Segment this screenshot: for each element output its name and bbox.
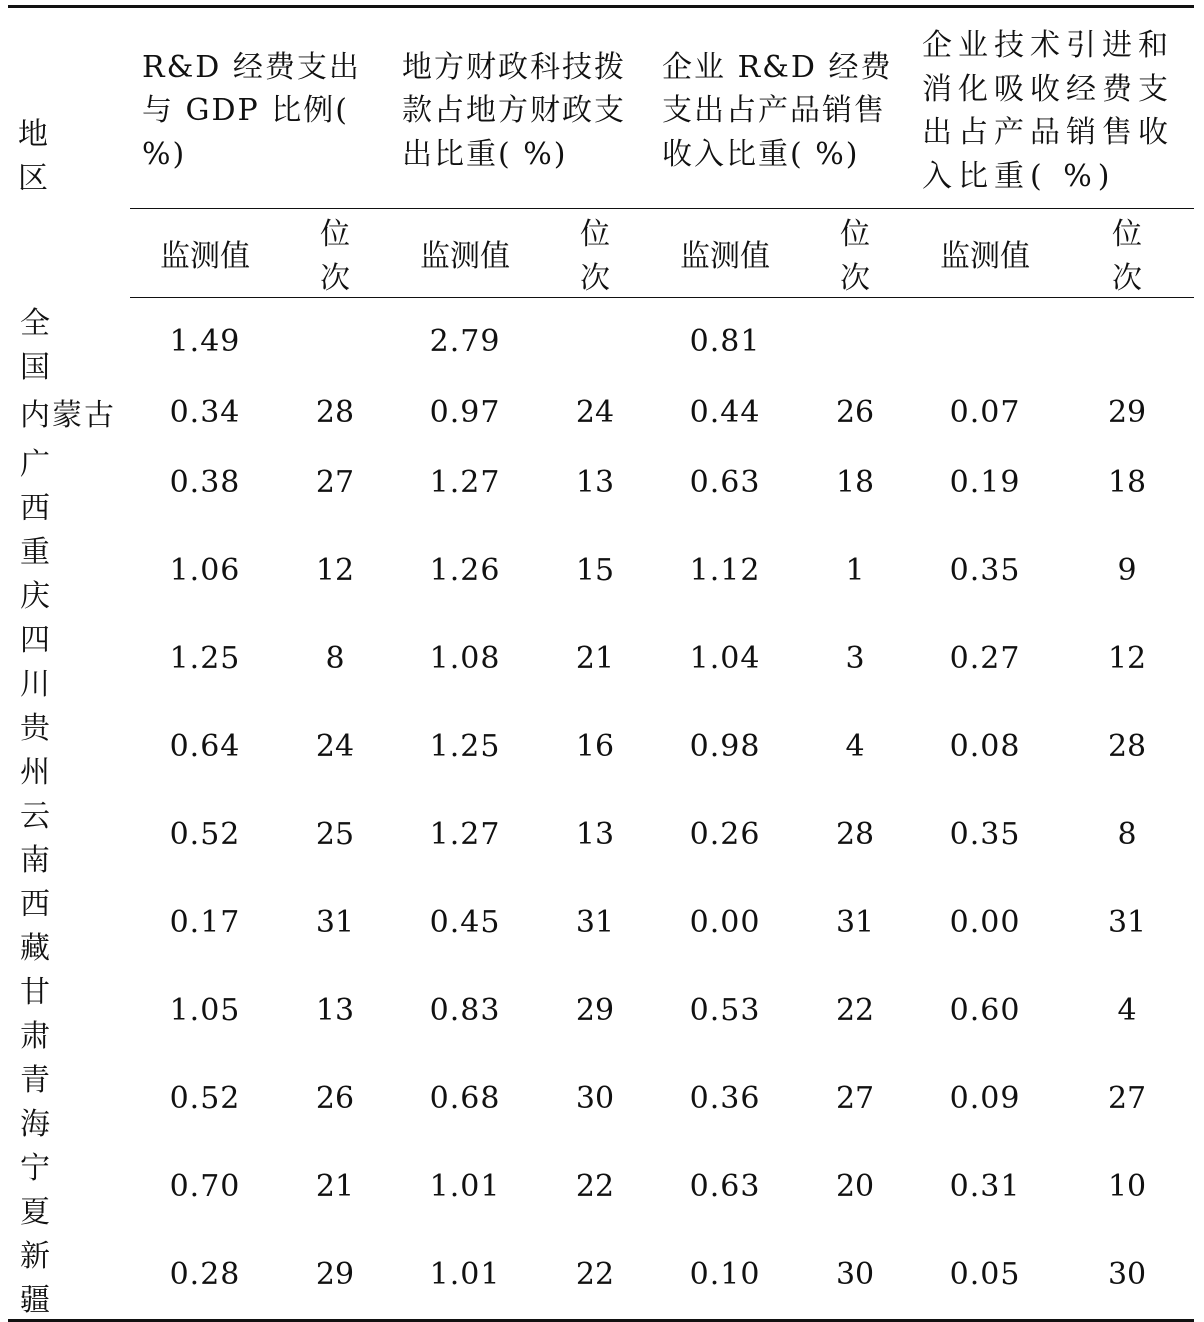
table-row <box>8 703 1194 791</box>
region-cell: 甘 肃 <box>20 974 90 1054</box>
rank-cell: 30 <box>800 1231 910 1321</box>
rank-cell: 24 <box>315 729 355 764</box>
rank-cell: 30 <box>575 1081 615 1116</box>
rank-cell: 27 <box>835 1081 875 1116</box>
value-cell: 0.35 <box>949 553 1021 588</box>
region-header: 地 区 <box>8 7 130 298</box>
rank-cell: 10 <box>1107 1169 1147 1204</box>
value-cell: 1.25 <box>429 729 501 764</box>
rank-cell: 3 <box>845 641 865 676</box>
region-cell: 四 川 <box>20 622 90 702</box>
value-cell: 0.63 <box>689 465 761 500</box>
rank-cell: 27 <box>315 465 355 500</box>
value-cell: 0.44 <box>689 394 761 430</box>
region-cell: 重 庆 <box>20 534 90 614</box>
group-header-fiscal-sci-tech-share: 地方财政科技拨款占地方财政支出比重( %) <box>390 7 650 209</box>
rank-cell: 18 <box>835 465 875 500</box>
value-cell: 0.34 <box>169 394 241 430</box>
value-cell: 0.98 <box>689 729 761 764</box>
value-cell: 0.97 <box>429 394 501 430</box>
rank-cell: 21 <box>575 641 615 676</box>
value-cell: 0.68 <box>429 1081 501 1116</box>
value-cell: 0.27 <box>949 641 1021 676</box>
rank-header: 位 次 <box>1060 209 1194 298</box>
value-cell: 1.06 <box>169 553 241 588</box>
group-header-rd-gdp-ratio: R&D 经费支出与 GDP 比例( %) <box>130 7 390 209</box>
rank-cell: 31 <box>1107 905 1147 940</box>
group-header-tech-import-share: 企业技术引进和消化吸收经费支出占产品销售收入比重( %) <box>910 7 1194 209</box>
value-cell: 1.01 <box>429 1169 501 1204</box>
table-row <box>8 967 1194 1055</box>
table-body <box>8 298 1194 1321</box>
value-cell: 0.35 <box>949 817 1021 852</box>
table-row <box>8 527 1194 615</box>
rank-cell: 8 <box>325 641 345 676</box>
rank-cell: 1 <box>845 553 865 588</box>
statistics-table-container <box>8 5 1194 1322</box>
rank-cell: 9 <box>1117 553 1137 588</box>
value-cell: 1.08 <box>429 641 501 676</box>
region-cell: 云 南 <box>20 798 90 878</box>
rank-cell: 31 <box>315 905 355 940</box>
group-header-row <box>8 7 1194 209</box>
rank-cell: 13 <box>575 817 615 852</box>
region-cell: 广 西 <box>20 446 90 526</box>
rank-cell: 24 <box>575 394 615 430</box>
rank-cell: 15 <box>575 553 615 588</box>
rank-cell: 31 <box>575 905 615 940</box>
rank-cell: 22 <box>835 993 875 1028</box>
value-cell: 0.19 <box>949 465 1021 500</box>
value-cell: 0.08 <box>949 729 1021 764</box>
rank-cell: 26 <box>315 1081 355 1116</box>
rank-cell: 31 <box>835 905 875 940</box>
rank-cell: 27 <box>1107 1081 1147 1116</box>
rank-cell: 16 <box>575 729 615 764</box>
rank-cell: 13 <box>315 993 355 1028</box>
rank-cell: 28 <box>835 817 875 852</box>
value-cell: 1.26 <box>429 553 501 588</box>
value-cell: 0.17 <box>169 905 241 940</box>
rank-cell: 13 <box>575 465 615 500</box>
rank-cell: 28 <box>315 394 355 430</box>
table-row <box>8 439 1194 527</box>
rank-cell: 22 <box>540 1231 650 1321</box>
rank-cell: 12 <box>1107 641 1147 676</box>
value-cell: 0.64 <box>169 729 241 764</box>
region-cell: 贵 州 <box>20 710 90 790</box>
rank-cell <box>540 298 650 386</box>
value-cell: 0.70 <box>169 1169 241 1204</box>
value-header: 监测值 <box>910 209 1060 298</box>
value-cell: 0.05 <box>910 1231 1060 1321</box>
region-cell: 宁 夏 <box>20 1150 90 1230</box>
table-row <box>8 386 1194 439</box>
value-header: 监测值 <box>130 209 280 298</box>
rank-cell: 12 <box>315 553 355 588</box>
rank-cell <box>1060 298 1194 386</box>
rank-header: 位 次 <box>800 209 910 298</box>
table-row <box>8 1231 1194 1321</box>
value-cell: 1.27 <box>429 817 501 852</box>
value-header: 监测值 <box>650 209 800 298</box>
value-cell: 0.36 <box>689 1081 761 1116</box>
rank-cell: 8 <box>1117 817 1137 852</box>
rank-cell: 18 <box>1107 465 1147 500</box>
value-cell: 0.45 <box>429 905 501 940</box>
table-row <box>8 1143 1194 1231</box>
region-cell: 西 藏 <box>20 886 90 966</box>
rank-cell: 4 <box>845 729 865 764</box>
value-cell: 0.60 <box>949 993 1021 1028</box>
value-cell: 0.53 <box>689 993 761 1028</box>
rank-cell: 21 <box>315 1169 355 1204</box>
value-cell: 0.09 <box>949 1081 1021 1116</box>
rank-cell: 30 <box>1060 1231 1194 1321</box>
value-cell: 1.05 <box>169 993 241 1028</box>
value-cell: 2.79 <box>429 324 501 360</box>
table-row <box>8 615 1194 703</box>
value-cell: 0.81 <box>689 324 761 360</box>
value-cell: 0.38 <box>169 465 241 500</box>
rank-cell: 26 <box>835 394 875 430</box>
value-cell: 1.04 <box>689 641 761 676</box>
value-cell: 0.83 <box>429 993 501 1028</box>
value-cell: 0.52 <box>169 1081 241 1116</box>
value-cell: 0.52 <box>169 817 241 852</box>
value-cell: 1.12 <box>689 553 761 588</box>
region-cell: 内蒙古 <box>20 398 116 433</box>
table-row <box>8 298 1194 386</box>
rank-header: 位 次 <box>280 209 390 298</box>
rank-cell: 28 <box>1107 729 1147 764</box>
regional-rd-indicators-table <box>8 5 1194 1322</box>
table-row <box>8 791 1194 879</box>
table-row <box>8 879 1194 967</box>
region-cell: 新 疆 <box>8 1231 130 1321</box>
value-cell: 0.00 <box>689 905 761 940</box>
value-header: 监测值 <box>390 209 540 298</box>
value-cell: 0.10 <box>650 1231 800 1321</box>
value-cell: 1.49 <box>169 324 241 360</box>
rank-cell <box>800 298 910 386</box>
rank-cell <box>280 298 390 386</box>
table-row <box>8 1055 1194 1143</box>
region-cell: 青 海 <box>20 1062 90 1142</box>
subheader-row <box>8 209 1194 298</box>
rank-header: 位 次 <box>540 209 650 298</box>
value-cell: 1.25 <box>169 641 241 676</box>
group-header-enterprise-rd-share: 企业 R&D 经费支出占产品销售收入比重( %) <box>650 7 910 209</box>
region-cell: 全 国 <box>20 305 90 385</box>
rank-cell: 22 <box>575 1169 615 1204</box>
value-cell: 0.07 <box>949 394 1021 430</box>
value-cell: 0.00 <box>949 905 1021 940</box>
value-cell: 0.63 <box>689 1169 761 1204</box>
value-cell <box>910 298 1060 386</box>
value-cell: 0.26 <box>689 817 761 852</box>
rank-cell: 29 <box>575 993 615 1028</box>
rank-cell: 20 <box>835 1169 875 1204</box>
rank-cell: 4 <box>1117 993 1137 1028</box>
value-cell: 1.27 <box>429 465 501 500</box>
value-cell: 1.01 <box>390 1231 540 1321</box>
rank-cell: 25 <box>315 817 355 852</box>
value-cell: 0.31 <box>949 1169 1021 1204</box>
rank-cell: 29 <box>1107 394 1147 430</box>
value-cell: 0.28 <box>130 1231 280 1321</box>
rank-cell: 29 <box>280 1231 390 1321</box>
